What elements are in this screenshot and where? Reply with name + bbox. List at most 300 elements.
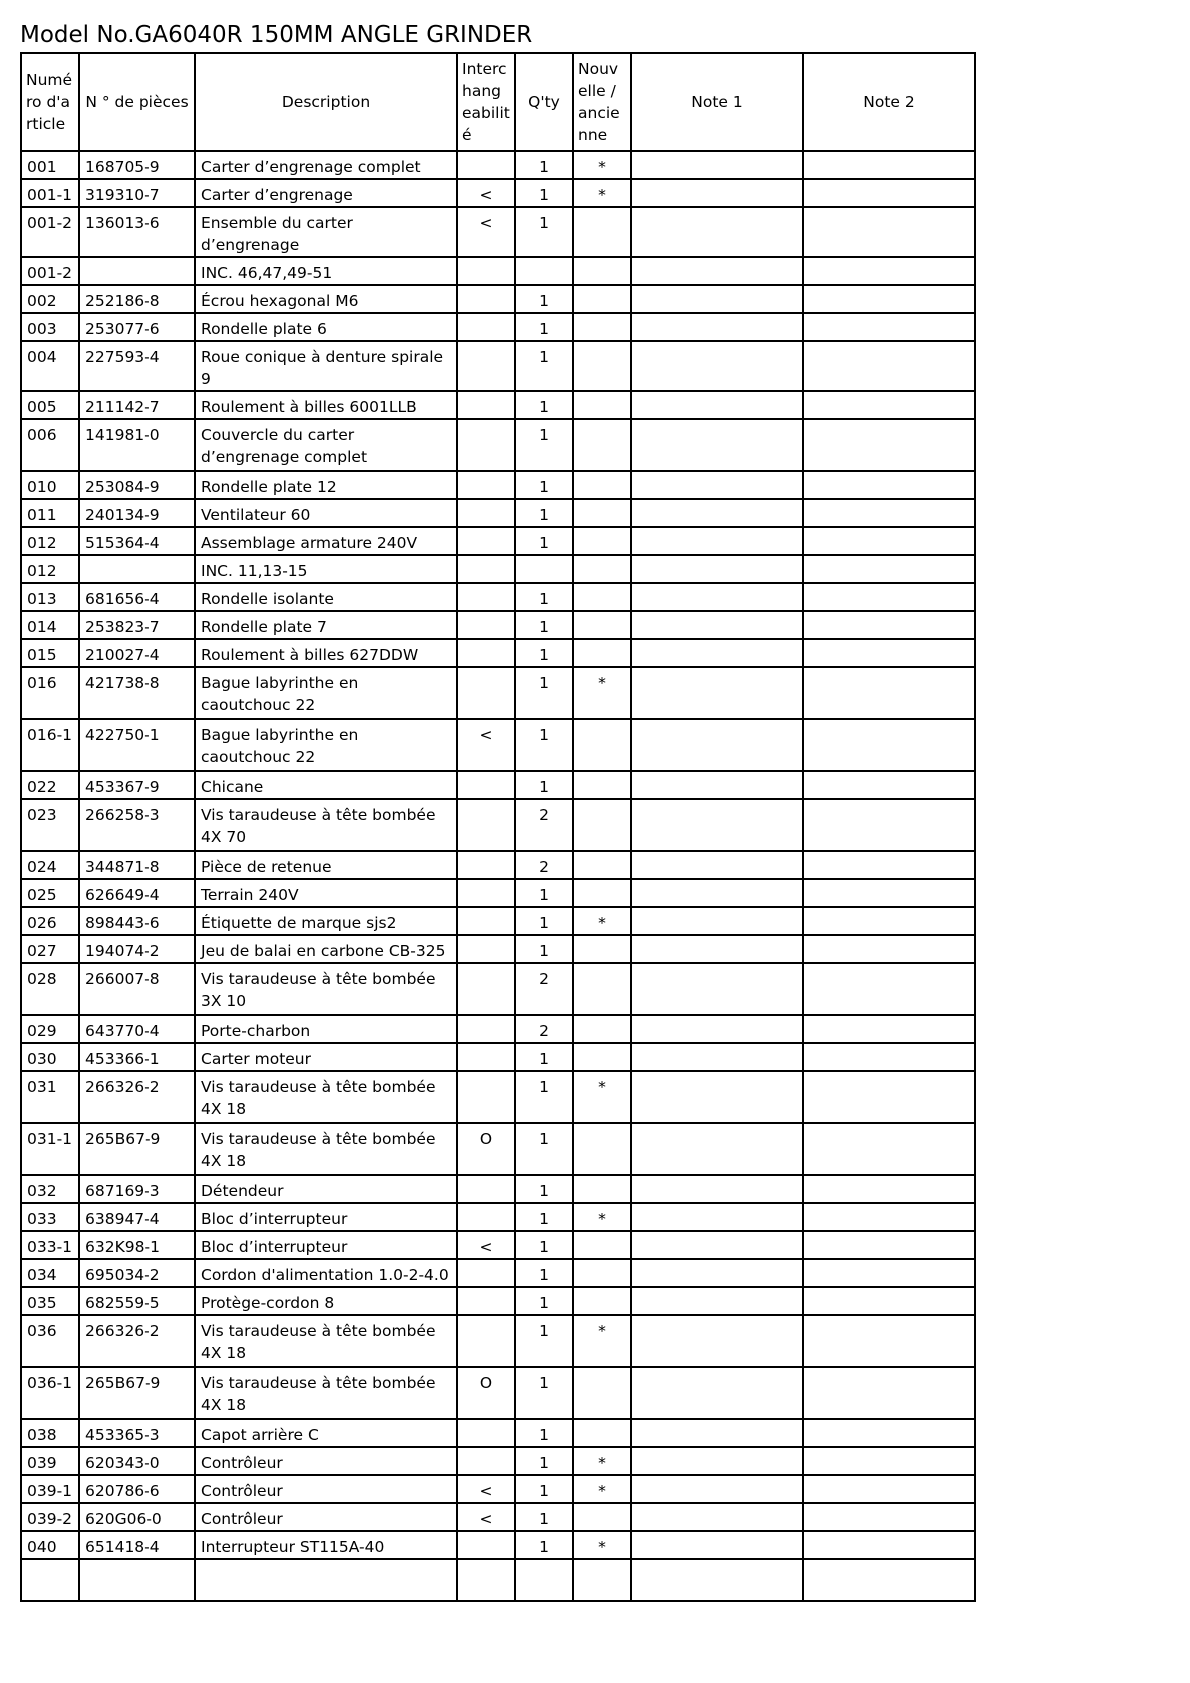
table-row: [21, 1259, 975, 1287]
cell-item-number: 029: [21, 1015, 79, 1043]
cell-new-old: [573, 719, 631, 771]
cell-description: Contrôleur: [195, 1475, 457, 1503]
cell-note-1: [631, 257, 803, 285]
table-row: [21, 499, 975, 527]
cell-new-old: [573, 1367, 631, 1419]
cell-part-number: 210027-4: [79, 639, 195, 667]
cell-note-1: [631, 963, 803, 1015]
cell-note-2: [803, 257, 975, 285]
cell-note-1: [631, 1015, 803, 1043]
cell-description: Bague labyrinthe en caoutchouc 22: [195, 667, 457, 719]
cell-part-number: 253077-6: [79, 313, 195, 341]
cell-note-1: [631, 179, 803, 207]
cell-description: Roulement à billes 627DDW: [195, 639, 457, 667]
cell-new-old: [573, 341, 631, 391]
cell-interchangeability: [457, 1043, 515, 1071]
cell-item-number: 036: [21, 1315, 79, 1367]
table-row: [21, 1287, 975, 1315]
cell-note-1: [631, 583, 803, 611]
cell-part-number: 453367-9: [79, 771, 195, 799]
cell-quantity: 1: [515, 471, 573, 499]
cell-quantity: 1: [515, 1475, 573, 1503]
table-row: [21, 313, 975, 341]
cell-item-number: 022: [21, 771, 79, 799]
cell-quantity: 1: [515, 1071, 573, 1123]
table-row: [21, 1503, 975, 1531]
cell-interchangeability: [457, 151, 515, 179]
table-row: [21, 1123, 975, 1175]
cell-part-number: 643770-4: [79, 1015, 195, 1043]
cell-item-number: 013: [21, 583, 79, 611]
cell-part-number: [79, 555, 195, 583]
table-row: [21, 1419, 975, 1447]
cell-description: Protège-cordon 8: [195, 1287, 457, 1315]
cell-item-number: 001: [21, 151, 79, 179]
cell-interchangeability: [457, 499, 515, 527]
table-header-row: [21, 53, 975, 151]
cell-interchangeability: [457, 1447, 515, 1475]
cell-part-number: 651418-4: [79, 1531, 195, 1559]
cell-part-number: 620786-6: [79, 1475, 195, 1503]
cell-new-old: *: [573, 667, 631, 719]
cell-interchangeability: [457, 285, 515, 313]
cell-note-1: [631, 935, 803, 963]
cell-description: Bloc d’interrupteur: [195, 1203, 457, 1231]
table-row: [21, 771, 975, 799]
cell-item-number: 016: [21, 667, 79, 719]
cell-note-2: [803, 1419, 975, 1447]
cell-note-2: [803, 1015, 975, 1043]
cell-note-2: [803, 935, 975, 963]
cell-note-2: [803, 1315, 975, 1367]
table-row: [21, 799, 975, 851]
cell-description: Rondelle isolante: [195, 583, 457, 611]
cell-quantity: 1: [515, 907, 573, 935]
cell-note-2: [803, 527, 975, 555]
cell-part-number: 252186-8: [79, 285, 195, 313]
cell-part-number: 421738-8: [79, 667, 195, 719]
cell-note-1: [631, 1531, 803, 1559]
cell-quantity: 1: [515, 1043, 573, 1071]
cell-item-number: 026: [21, 907, 79, 935]
cell-note-1: [631, 207, 803, 257]
table-row: [21, 879, 975, 907]
cell-interchangeability: [457, 1531, 515, 1559]
cell-note-1: [631, 1503, 803, 1531]
cell-item-number: 039-1: [21, 1475, 79, 1503]
cell-description: Roulement à billes 6001LLB: [195, 391, 457, 419]
cell-note-2: [803, 179, 975, 207]
cell-note-1: [631, 879, 803, 907]
cell-part-number: 253823-7: [79, 611, 195, 639]
cell-description: Ensemble du carter d’engrenage: [195, 207, 457, 257]
cell-new-old: *: [573, 179, 631, 207]
cell-note-2: [803, 611, 975, 639]
cell-note-1: [631, 1071, 803, 1123]
cell-note-2: [803, 499, 975, 527]
cell-quantity: 1: [515, 879, 573, 907]
cell-note-2: [803, 1231, 975, 1259]
cell-interchangeability: <: [457, 1475, 515, 1503]
cell-new-old: [573, 1015, 631, 1043]
cell-note-1: [631, 555, 803, 583]
cell-interchangeability: [457, 257, 515, 285]
cell-part-number: 687169-3: [79, 1175, 195, 1203]
header-item-number: Numé ro d'a rticle: [21, 53, 79, 151]
cell-description: Étiquette de marque sjs2: [195, 907, 457, 935]
cell-note-2: [803, 963, 975, 1015]
cell-note-1: [631, 1559, 803, 1601]
cell-part-number: 681656-4: [79, 583, 195, 611]
cell-quantity: 1: [515, 341, 573, 391]
cell-quantity: 1: [515, 1175, 573, 1203]
cell-quantity: 1: [515, 935, 573, 963]
cell-interchangeability: O: [457, 1367, 515, 1419]
cell-note-1: [631, 639, 803, 667]
cell-interchangeability: <: [457, 719, 515, 771]
table-row: [21, 1559, 975, 1601]
cell-interchangeability: [457, 555, 515, 583]
table-row: [21, 419, 975, 471]
cell-part-number: 515364-4: [79, 527, 195, 555]
cell-note-1: [631, 1043, 803, 1071]
cell-interchangeability: [457, 527, 515, 555]
cell-note-2: [803, 1203, 975, 1231]
cell-interchangeability: [457, 1071, 515, 1123]
cell-interchangeability: [457, 471, 515, 499]
cell-quantity: 1: [515, 667, 573, 719]
cell-item-number: 005: [21, 391, 79, 419]
cell-description: Détendeur: [195, 1175, 457, 1203]
cell-new-old: [573, 771, 631, 799]
cell-quantity: 1: [515, 1259, 573, 1287]
cell-quantity: 1: [515, 1315, 573, 1367]
cell-interchangeability: [457, 667, 515, 719]
cell-item-number: 015: [21, 639, 79, 667]
cell-item-number: 039-2: [21, 1503, 79, 1531]
cell-note-2: [803, 207, 975, 257]
cell-new-old: *: [573, 1447, 631, 1475]
cell-new-old: [573, 1559, 631, 1601]
cell-description: Couvercle du carter d’engrenage complet: [195, 419, 457, 471]
table-row: [21, 179, 975, 207]
cell-quantity: 1: [515, 1447, 573, 1475]
cell-item-number: 004: [21, 341, 79, 391]
cell-interchangeability: [457, 1259, 515, 1287]
cell-interchangeability: <: [457, 1231, 515, 1259]
table-row: [21, 1175, 975, 1203]
cell-new-old: [573, 851, 631, 879]
cell-part-number: 253084-9: [79, 471, 195, 499]
cell-part-number: [79, 257, 195, 285]
cell-new-old: [573, 257, 631, 285]
cell-interchangeability: O: [457, 1123, 515, 1175]
cell-interchangeability: [457, 1203, 515, 1231]
cell-description: Assemblage armature 240V: [195, 527, 457, 555]
cell-description: Carter d’engrenage: [195, 179, 457, 207]
cell-quantity: 1: [515, 391, 573, 419]
cell-description: Vis taraudeuse à tête bombée 4X 18: [195, 1071, 457, 1123]
cell-interchangeability: [457, 419, 515, 471]
cell-new-old: [573, 555, 631, 583]
cell-part-number: 265B67-9: [79, 1123, 195, 1175]
cell-description: Rondelle plate 6: [195, 313, 457, 341]
cell-interchangeability: [457, 391, 515, 419]
cell-note-2: [803, 471, 975, 499]
cell-item-number: 011: [21, 499, 79, 527]
table-row: [21, 1043, 975, 1071]
cell-part-number: 227593-4: [79, 341, 195, 391]
cell-description: Terrain 240V: [195, 879, 457, 907]
table-row: [21, 583, 975, 611]
cell-new-old: *: [573, 1071, 631, 1123]
cell-new-old: [573, 1043, 631, 1071]
cell-item-number: 033-1: [21, 1231, 79, 1259]
cell-part-number: 240134-9: [79, 499, 195, 527]
header-new-old: Nouv elle / ancie nne: [573, 53, 631, 151]
cell-part-number: 638947-4: [79, 1203, 195, 1231]
cell-note-2: [803, 583, 975, 611]
cell-part-number: 265B67-9: [79, 1367, 195, 1419]
cell-item-number: 001-2: [21, 257, 79, 285]
cell-note-2: [803, 851, 975, 879]
cell-part-number: 453365-3: [79, 1419, 195, 1447]
cell-new-old: [573, 1123, 631, 1175]
cell-quantity: 1: [515, 639, 573, 667]
cell-part-number: 695034-2: [79, 1259, 195, 1287]
cell-quantity: 1: [515, 285, 573, 313]
cell-description: Ventilateur 60: [195, 499, 457, 527]
cell-interchangeability: [457, 639, 515, 667]
table-row: [21, 963, 975, 1015]
cell-note-2: [803, 667, 975, 719]
cell-part-number: 136013-6: [79, 207, 195, 257]
table-row: [21, 719, 975, 771]
cell-new-old: [573, 799, 631, 851]
table-row: [21, 1531, 975, 1559]
cell-quantity: 1: [515, 719, 573, 771]
cell-description: Carter moteur: [195, 1043, 457, 1071]
cell-quantity: 1: [515, 179, 573, 207]
cell-item-number: 040: [21, 1531, 79, 1559]
table-row: [21, 935, 975, 963]
cell-description: Contrôleur: [195, 1503, 457, 1531]
cell-note-1: [631, 1175, 803, 1203]
cell-item-number: 001-2: [21, 207, 79, 257]
cell-item-number: 012: [21, 555, 79, 583]
cell-note-1: [631, 1231, 803, 1259]
cell-new-old: [573, 419, 631, 471]
table-row: [21, 1071, 975, 1123]
cell-description: Vis taraudeuse à tête bombée 4X 18: [195, 1367, 457, 1419]
cell-new-old: [573, 471, 631, 499]
table-row: [21, 471, 975, 499]
parts-table: [20, 52, 976, 1602]
cell-item-number: 010: [21, 471, 79, 499]
table-row: [21, 907, 975, 935]
cell-item-number: 012: [21, 527, 79, 555]
cell-part-number: 266258-3: [79, 799, 195, 851]
cell-interchangeability: [457, 963, 515, 1015]
cell-quantity: 1: [515, 499, 573, 527]
cell-note-1: [631, 471, 803, 499]
cell-item-number: 023: [21, 799, 79, 851]
cell-quantity: 1: [515, 1231, 573, 1259]
cell-part-number: 211142-7: [79, 391, 195, 419]
table-row: [21, 611, 975, 639]
cell-new-old: [573, 207, 631, 257]
table-row: [21, 1315, 975, 1367]
cell-item-number: 024: [21, 851, 79, 879]
cell-item-number: 035: [21, 1287, 79, 1315]
cell-note-1: [631, 771, 803, 799]
cell-new-old: *: [573, 1315, 631, 1367]
table-row: [21, 1367, 975, 1419]
cell-new-old: [573, 285, 631, 313]
cell-part-number: 626649-4: [79, 879, 195, 907]
table-row: [21, 151, 975, 179]
cell-quantity: 1: [515, 527, 573, 555]
cell-interchangeability: [457, 1287, 515, 1315]
cell-part-number: 319310-7: [79, 179, 195, 207]
cell-quantity: [515, 555, 573, 583]
cell-note-1: [631, 1315, 803, 1367]
cell-new-old: [573, 1287, 631, 1315]
cell-quantity: 2: [515, 799, 573, 851]
cell-description: Carter d’engrenage complet: [195, 151, 457, 179]
cell-note-2: [803, 1447, 975, 1475]
cell-interchangeability: [457, 879, 515, 907]
cell-note-2: [803, 1287, 975, 1315]
cell-note-2: [803, 1071, 975, 1123]
cell-item-number: 033: [21, 1203, 79, 1231]
cell-interchangeability: [457, 771, 515, 799]
cell-note-2: [803, 151, 975, 179]
cell-note-2: [803, 285, 975, 313]
table-row: [21, 527, 975, 555]
cell-note-2: [803, 1559, 975, 1601]
cell-part-number: 266326-2: [79, 1071, 195, 1123]
cell-new-old: [573, 527, 631, 555]
cell-new-old: *: [573, 151, 631, 179]
cell-note-1: [631, 341, 803, 391]
table-row: [21, 1015, 975, 1043]
cell-description: Capot arrière C: [195, 1419, 457, 1447]
table-row: [21, 285, 975, 313]
cell-new-old: [573, 1419, 631, 1447]
cell-quantity: 2: [515, 851, 573, 879]
cell-description: Chicane: [195, 771, 457, 799]
cell-interchangeability: [457, 935, 515, 963]
cell-note-2: [803, 1043, 975, 1071]
cell-new-old: *: [573, 907, 631, 935]
cell-note-1: [631, 719, 803, 771]
table-row: [21, 1447, 975, 1475]
cell-part-number: 422750-1: [79, 719, 195, 771]
cell-new-old: [573, 1259, 631, 1287]
table-row: [21, 667, 975, 719]
cell-part-number: 620343-0: [79, 1447, 195, 1475]
cell-part-number: 620G06-0: [79, 1503, 195, 1531]
cell-note-2: [803, 771, 975, 799]
cell-quantity: 1: [515, 1503, 573, 1531]
cell-note-1: [631, 391, 803, 419]
cell-interchangeability: <: [457, 207, 515, 257]
cell-note-1: [631, 527, 803, 555]
cell-new-old: [573, 879, 631, 907]
header-interchangeability: Interc hang eabilit é: [457, 53, 515, 151]
cell-part-number: 266007-8: [79, 963, 195, 1015]
cell-note-1: [631, 1419, 803, 1447]
cell-quantity: 1: [515, 151, 573, 179]
cell-interchangeability: <: [457, 1503, 515, 1531]
cell-interchangeability: [457, 907, 515, 935]
cell-note-2: [803, 639, 975, 667]
cell-description: Rondelle plate 7: [195, 611, 457, 639]
cell-description: Vis taraudeuse à tête bombée 4X 70: [195, 799, 457, 851]
cell-note-2: [803, 1503, 975, 1531]
cell-item-number: 001-1: [21, 179, 79, 207]
cell-note-2: [803, 1123, 975, 1175]
cell-note-2: [803, 391, 975, 419]
cell-description: Pièce de retenue: [195, 851, 457, 879]
table-row: [21, 639, 975, 667]
table-row: [21, 391, 975, 419]
cell-quantity: 1: [515, 207, 573, 257]
cell-part-number: 344871-8: [79, 851, 195, 879]
table-row: [21, 1475, 975, 1503]
cell-part-number: 194074-2: [79, 935, 195, 963]
cell-note-1: [631, 907, 803, 935]
cell-quantity: 2: [515, 1015, 573, 1043]
cell-new-old: [573, 963, 631, 1015]
cell-note-2: [803, 555, 975, 583]
cell-part-number: 453366-1: [79, 1043, 195, 1071]
cell-note-1: [631, 1123, 803, 1175]
cell-note-1: [631, 1475, 803, 1503]
cell-new-old: [573, 639, 631, 667]
header-quantity: Q'ty: [515, 53, 573, 151]
cell-interchangeability: [457, 1175, 515, 1203]
cell-item-number: 016-1: [21, 719, 79, 771]
cell-quantity: 1: [515, 771, 573, 799]
cell-quantity: 1: [515, 1531, 573, 1559]
cell-item-number: 036-1: [21, 1367, 79, 1419]
cell-note-1: [631, 1259, 803, 1287]
cell-item-number: 003: [21, 313, 79, 341]
cell-interchangeability: [457, 313, 515, 341]
cell-item-number: 002: [21, 285, 79, 313]
cell-item-number: 034: [21, 1259, 79, 1287]
cell-quantity: 1: [515, 419, 573, 471]
cell-part-number: 141981-0: [79, 419, 195, 471]
cell-quantity: 1: [515, 611, 573, 639]
cell-interchangeability: [457, 799, 515, 851]
cell-note-1: [631, 1287, 803, 1315]
cell-note-1: [631, 1203, 803, 1231]
cell-new-old: *: [573, 1475, 631, 1503]
cell-new-old: [573, 583, 631, 611]
cell-description: Interrupteur ST115A-40: [195, 1531, 457, 1559]
cell-quantity: 2: [515, 963, 573, 1015]
cell-note-2: [803, 1259, 975, 1287]
cell-note-1: [631, 151, 803, 179]
cell-item-number: 025: [21, 879, 79, 907]
cell-description: Jeu de balai en carbone CB-325: [195, 935, 457, 963]
cell-note-1: [631, 499, 803, 527]
cell-note-1: [631, 1367, 803, 1419]
cell-note-2: [803, 341, 975, 391]
